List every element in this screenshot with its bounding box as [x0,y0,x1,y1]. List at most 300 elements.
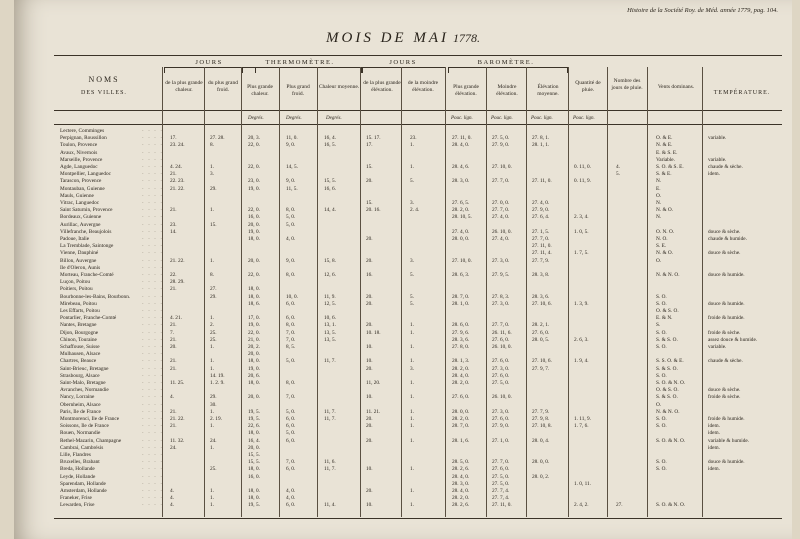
leader-dots: · · · · [142,329,164,336]
col-jour-elevation: de la plus grande élévation. [363,80,401,93]
leader-dots: · · · · [142,308,164,314]
cell-bmo: 27. 7, 9. [532,408,550,415]
unit-degres-2: Degrés. [286,116,302,121]
leader-dots: · · · · [142,293,164,300]
title-year: 1778. [452,31,480,45]
col-jour-froid: du plus grand froid. [208,80,238,93]
leader-dots: · · · · [142,272,164,278]
cell-jf: 1. [210,164,214,170]
cell-be: 28. 10, 5. [452,214,472,221]
cell-ville: Perpignan, Roussillon [60,135,107,142]
cell-bmo: 28. 0, 2. [532,473,550,480]
cell-vent: S. & S. O. [656,394,678,401]
cell-temp: variable. [708,344,727,350]
cell-be: 28. 0, 0. [452,236,470,242]
cell-pl: 1. 11, 9. [574,416,592,422]
cell-jf: 1. [210,444,214,451]
page-title [14,30,792,47]
unit-degres-3: Degrés. [326,116,342,121]
cell-vent: S. O. [656,466,667,473]
cell-jf: 14. 19. [210,372,225,379]
page-reference: Histoire de la Société Roy. de Méd. année 1779, pag. 104. [627,7,778,14]
cell-bmo: 27. 10, 6. [532,358,552,365]
col-temperature: TEMPÉRATURE. [713,90,771,96]
cell-be: 28. 6, 0. [452,322,470,329]
cell-ville: Leyde, Hollande [60,473,96,480]
cell-tc: 15, 5. [248,459,260,466]
cell-vent: Variable. [656,156,675,163]
cell-tc: 20, 3. [248,135,260,142]
cell-tf: 5, 0. [286,221,296,228]
cell-tc: 18, 0. [248,286,260,293]
cell-tf: 6, 0. [286,466,296,473]
cell-jc: 4. 24. [170,164,182,170]
cell-ville: Toulon, Provence [60,142,98,149]
cell-pl: 1. 0, 5. [574,228,589,235]
cell-ville: Villefranche, Beaujolois [60,228,112,235]
cell-np: 27. [616,502,623,509]
cell-jm: 5. [410,300,414,307]
cell-ville: Lille, Flandres [60,452,91,458]
cell-tc: 20, 2. [248,344,260,350]
leader-dots: · · · · [142,459,164,466]
leader-dots: · · · · [142,444,164,451]
cell-tm: 13, 1. [324,322,336,329]
col-villes: DES VILLES. [81,90,127,96]
cell-tc: 22, 0. [248,207,260,214]
cell-tm: 16, 4. [324,135,336,142]
cell-jm: 1. [410,408,414,415]
cell-jf: 1. [210,315,214,322]
cell-bm: 27. 9, 0. [492,142,510,149]
title-text: MOIS DE MAI [326,30,449,46]
cell-bm: 27. 5, 0. [492,480,510,487]
cell-vent: O. N. O. [656,228,675,235]
cell-bm: 27. 9, 0. [492,423,510,430]
cell-bmo: 28. 0, 5. [532,336,550,343]
cell-bm: 27. 9, 5. [492,272,510,278]
cell-tf: 6, 0. [286,437,296,444]
cell-tc: 18, 0. [248,293,260,300]
cell-jf: 30. [210,401,217,408]
cell-vent: S. O. [656,300,667,307]
cell-ville: Poitiers, Poitou [60,286,93,293]
leader-dots: · · · · [142,423,164,430]
cell-je: 16. [366,272,373,278]
cell-tc: 15, 5. [248,452,260,458]
col-jour-moindre: de la moindre élévation. [407,80,439,93]
cell-vent: E. & S. E. [656,149,678,156]
leader-dots: · · · · [142,214,164,221]
cell-bm: 27. 3, 0. [492,365,510,372]
cell-jm: 1. [410,416,414,422]
cell-ville: Mirebeau, Poitou [60,300,97,307]
cell-tf: 8, 0. [286,322,296,329]
cell-jc: 21. 22. [170,416,185,422]
cell-ville: Obernheim, Alsace [60,401,101,408]
cell-jf: 1. [210,423,214,430]
cell-jm: 1. [410,502,414,509]
cell-jm: 3. [410,200,414,206]
leader-dots: · · · · [142,250,164,257]
cell-bm: 26. 10, 0. [492,344,512,350]
col-jour-chaleur: de la plus grande chaleur. [165,80,203,93]
cell-jf: 15. [210,221,217,228]
cell-vent: S. O. [656,293,667,300]
cell-ville: Marseille, Provence [60,156,103,163]
bottom-rule [54,518,782,519]
cell-vent: N. O. [656,236,668,242]
cell-jf: 27. 28. [210,135,225,142]
cell-temp: douce & sèche. [708,387,741,394]
cell-tf: 9, 0. [286,178,296,185]
cell-bmo: 28. 3, 6. [532,293,550,300]
cell-be: 28. 3, 6. [452,336,470,343]
cell-tf: 4, 0. [286,488,296,494]
cell-tc: 20, 0. [248,351,260,358]
cell-be: 28. 2, 6. [452,466,470,473]
cell-jm: 1. [410,329,414,336]
cell-tc: 16, 0. [248,214,260,221]
cell-je: 17. [366,142,373,149]
cell-vent: E. [656,185,661,192]
cell-tf: 11, 5. [286,185,298,192]
leader-dots: · · · · [142,408,164,415]
cell-je: 15. 17. [366,135,381,142]
cell-tf: 7, 0. [286,459,296,466]
cell-ville: Morteau, Franche-Comté [60,272,114,278]
leader-dots: · · · · [142,257,164,264]
cell-jm: 1. [410,142,414,149]
cell-temp: douce & humide. [708,300,745,307]
cell-jm: 1. [410,322,414,329]
cell-ville: Montauban, Guienne [60,185,105,192]
cell-tm: 10, 6. [324,315,336,322]
cell-tc: 19, 0. [248,185,260,192]
cell-ville: Strasbourg, Alsace [60,372,100,379]
cell-be: 28. 4, 0. [452,473,470,480]
cell-tc: 22, 0. [248,142,260,149]
cell-jm: 1. [410,466,414,473]
cell-jf: 29. [210,394,217,401]
table-row [60,501,780,510]
cell-vent: O. & S. O. [656,387,679,394]
unit-pouces-1: Pouc. lign. [451,116,473,121]
cell-bm: 27. 7, 4. [492,488,510,494]
cell-tc: 18, 0. [248,380,260,386]
cell-vent: S. O. & N. O. [656,437,686,444]
cell-tm: 13, 5. [324,329,336,336]
group-barometre: BAROMÈTRE. [477,59,535,66]
leader-dots: · · · · [142,480,164,487]
cell-bmo: 28. 1, 1. [532,142,550,149]
cell-ville: Vitrac, Languedoc [60,200,100,206]
cell-be: 28. 4, 0. [452,372,470,379]
cell-jm: 1. [410,423,414,430]
cell-bm: 27. 6, 0. [492,336,510,343]
cell-vent: N. & N. O. [656,408,680,415]
cell-tm: 11, 6. [324,459,336,466]
col-bar-moindre: Moindre élévation. [496,84,518,97]
cell-jc: 11. 25. [170,380,185,386]
cell-jf: 1. 2. 9. [210,380,225,386]
cell-tc: 19, 0. [248,228,260,235]
cell-jc: 21. [170,171,177,178]
cell-ville: Montmorenci, Ile de France [60,416,120,422]
cell-bmo: 27. 7, 9. [532,257,550,264]
leader-dots: · · · · [142,178,164,185]
cell-jm: 1. [410,394,414,401]
cell-je: 20. [366,365,373,372]
cell-bm: 27. 4, 0. [492,214,510,221]
cell-bm: 27. 7, 0. [492,459,510,466]
cell-vent: O. & S. O. [656,308,679,314]
cell-tm: 12, 6. [324,272,336,278]
cell-jc: 23. 24. [170,142,185,149]
unit-pouces-4: Pouc. lign. [573,116,595,121]
cell-bmo: 27. 11, 0. [532,243,552,250]
cell-tc: 18, 0. [248,430,260,437]
cell-temp: douce & sèche. [708,250,741,257]
cell-jm: 1. [410,344,414,350]
cell-ville: Ile d'Oleron, Aunis [60,264,101,271]
cell-je: 11. 21. [366,408,381,415]
cell-jf: 1. [210,408,214,415]
cell-tf: 7, 0. [286,336,296,343]
cell-jm: 3. [410,365,414,372]
cell-be: 28. 2, 0. [452,380,470,386]
cell-be: 27. 6, 0. [452,394,470,401]
cell-jm: 1. [410,164,414,170]
leader-dots: · · · · [142,416,164,422]
cell-tm: 11, 9. [324,293,336,300]
leader-dots: · · · · [142,437,164,444]
cell-ville: Schaffouse, Suisse [60,344,100,350]
cell-tc: 18, 0. [248,358,260,365]
leader-dots: · · · · [142,236,164,242]
col-vents: Vents dominans. [657,84,695,90]
cell-jc: 21. 22. [170,257,185,264]
cell-je: 20. [366,300,373,307]
cell-je: 10. [366,394,373,401]
leader-dots: · · · · [142,264,164,271]
leader-dots: · · · · [142,128,164,134]
cell-tf: 4, 0. [286,236,296,242]
cell-jf: 1. [210,344,214,350]
leader-dots: · · · · [142,286,164,293]
cell-vent: S. O. [656,416,667,422]
cell-tf: 9, 0. [286,257,296,264]
cell-temp: assez douce & humide. [708,336,758,343]
cell-vent: S. & S. O. [656,336,678,343]
cell-bm: 27. 6, 0. [492,466,510,473]
document-page [14,0,792,539]
cell-tf: 5, 0. [286,430,296,437]
cell-tf: 4, 0. [286,495,296,502]
cell-je: 20. [366,437,373,444]
cell-ville: Avranches, Normandie [60,387,109,394]
cell-tm: 14, 4. [324,207,336,214]
cell-je: 20. [366,178,373,185]
cell-vent: O. [656,192,662,199]
cell-jc: 20. [170,344,177,350]
leader-dots: · · · · [142,156,164,163]
cell-bmo: 27. 9, 7. [532,365,550,372]
cell-jm: 3. [410,257,414,264]
cell-vent: S. O. [656,344,667,350]
cell-temp: variable. [708,156,727,163]
leader-dots: · · · · [142,200,164,206]
cell-be: 28. 2, 6. [452,502,470,509]
cell-tc: 21, 0. [248,336,260,343]
cell-tm: 11, 4. [324,502,336,509]
cell-jc: 17. [170,135,177,142]
cell-tc: 22, 6. [248,423,260,430]
cell-bm: 27. 5, 0. [492,473,510,480]
cell-vent: S. O. [656,459,667,466]
cell-be: 28. 6, 3. [452,272,470,278]
cell-ville: Vienne, Dauphiné [60,250,99,257]
cell-be: 28. 7, 0. [452,293,470,300]
cell-ville: Bruxelles, Brabant [60,459,100,466]
cell-be: 28. 4, 0. [452,142,470,149]
cell-vent: N. & O. [656,207,674,214]
cell-ville: Lectere, Comminges [60,128,105,134]
cell-vent: S. [656,322,661,329]
cell-be: 28. 2, 0. [452,207,470,214]
cell-vent: O. [656,257,662,264]
col-bar-moyenne: Élévation moyenne. [537,84,559,97]
cell-jc: 21. [170,207,177,214]
cell-temp: variable & humide. [708,437,750,444]
cell-temp: chaude & sèche. [708,164,743,170]
cell-jc: 22. 23. [170,178,185,185]
leader-dots: · · · · [142,315,164,322]
cell-jm: 1. [410,380,414,386]
cell-tc: 18, 0. [248,495,260,502]
cell-je: 20. [366,488,373,494]
cell-bmo: 27. 7, 0. [532,236,550,242]
cell-ville: Lewarden, Frise [60,502,95,509]
cell-jm: 1. [410,358,414,365]
cell-tf: 8, 0. [286,380,296,386]
cell-tf: 8, 5. [286,344,296,350]
cell-bmo: 27. 10, 6. [532,300,552,307]
leader-dots: · · · · [142,380,164,386]
cell-bmo: 28. 0, 4. [532,437,550,444]
cell-vent: S. O. [656,372,667,379]
cell-bm: 27. 6, 0. [492,416,510,422]
cell-ville: Tarascon, Provence [60,178,102,185]
cell-bm: 27. 5, 0. [492,135,510,142]
cell-be: 27. 4, 0. [452,228,470,235]
cell-pl: 2. 4, 2. [574,502,589,509]
cell-temp: chaude & humide. [708,236,747,242]
cell-jc: 23. [170,221,177,228]
leader-dots: · · · · [142,473,164,480]
leader-dots: · · · · [142,358,164,365]
cell-ville: Nancy, Lorraine [60,394,95,401]
cell-jm: 5. [410,293,414,300]
col-th-froid: Plus grand froid. [286,84,310,97]
cell-tc: 19, 5. [248,408,260,415]
cell-bmo: 27. 11, 4. [532,250,552,257]
cell-tf: 5, 0. [286,408,296,415]
cell-jf: 8. [210,142,214,149]
cell-tc: 22, 0. [248,329,260,336]
cell-vent: O. & E. [656,135,673,142]
header-rule [54,110,782,111]
cell-pl: 1. 9, 4. [574,358,589,365]
cell-tc: 16, 4. [248,437,260,444]
cell-bmo: 27. 8, 1. [532,135,550,142]
cell-be: 28. 2, 0. [452,495,470,502]
cell-tm: 11, 7. [324,416,336,422]
cell-jc: 4. [170,495,174,502]
cell-jc: 21. [170,365,177,372]
cell-tc: 18, 0. [248,236,260,242]
cell-jc: 21. [170,322,177,329]
leader-dots: · · · · [142,401,164,408]
cell-je: 20. [366,293,373,300]
col-th-moyenne: Chaleur moyenne. [318,84,360,90]
cell-tf: 6, 0. [286,502,296,509]
cell-jm: 5. [410,178,414,185]
leader-dots: · · · · [142,279,164,286]
cell-je: 10. [366,358,373,365]
cell-jf: 2. [210,322,214,329]
leader-dots: · · · · [142,344,164,350]
leader-dots: · · · · [142,322,164,329]
leader-dots: · · · · [142,365,164,372]
cell-jm: 1. [410,488,414,494]
cell-vent: S. O. [656,329,667,336]
cell-jf: 1. [210,502,214,509]
cell-jc: 28. 29. [170,279,185,286]
cell-bm: 27. 0, 0. [492,200,510,206]
cell-tc: 20, 6. [248,372,260,379]
cell-temp: froide & sèche. [708,329,741,336]
cell-tf: 6, 0. [286,300,296,307]
cell-pl: 1. 3, 9. [574,300,589,307]
leader-dots: · · · · [142,336,164,343]
cell-tf: 11, 0. [286,135,298,142]
cell-tc: 19, 0. [248,365,260,372]
cell-bm: 27. 3, 0. [492,408,510,415]
cell-ville: Padoue, Italie [60,236,90,242]
cell-jc: 4. [170,502,174,509]
cell-vent: S. S. O. & E. [656,358,684,365]
cell-tc: 16, 0. [248,473,260,480]
group-jours: JOURS [195,59,223,66]
cell-vent: N. [656,178,662,185]
cell-vent: S. O. & S. E. [656,164,684,170]
group-thermometre-brace [242,67,362,73]
cell-bmo: 27. 10, 8. [532,423,552,430]
cell-ville: Bordeaux, Guienne [60,214,102,221]
leader-dots: · · · · [142,192,164,199]
col-noms: NOMS [88,75,120,84]
cell-ville: Dijon, Bourgogne [60,329,99,336]
leader-dots: · · · · [142,430,164,437]
cell-ville: Cambrai, Cambrésis [60,444,104,451]
leader-dots: · · · · [142,387,164,394]
cell-tc: 19, 0. [248,322,260,329]
col-th-chaleur: Plus grande chaleur. [247,84,273,97]
cell-bm: 27. 6, 0. [492,358,510,365]
cell-bm: 27. 3, 0. [492,300,510,307]
cell-jc: 21. 22. [170,185,185,192]
